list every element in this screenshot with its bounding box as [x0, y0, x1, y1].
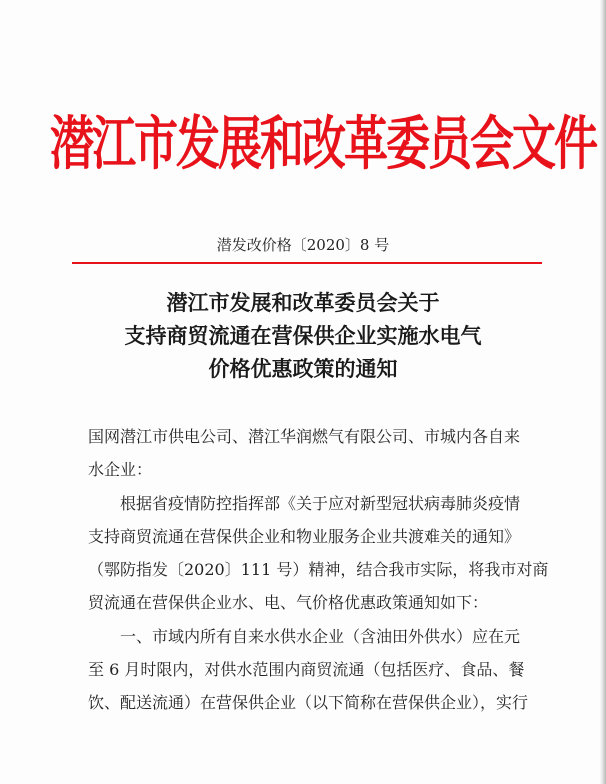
red-divider-line	[72, 262, 542, 264]
body-line-paragraph-1: 根据省疫情防控指挥部《关于应对新型冠状病毒肺炎疫情	[120, 493, 521, 513]
body-line: 贸流通在营保供企业水、电、气价格优惠政策通知如下：	[88, 593, 489, 613]
notice-title-line-3: 价格优惠政策的通知	[208, 357, 398, 381]
notice-title-line-1: 潜江市发展和改革委员会关于	[166, 291, 440, 315]
body-line-addressee: 国网潜江市供电公司、潜江华润燃气有限公司、市城内各自来	[88, 427, 521, 446]
document-number: 潜发改价格〔2020〕8 号	[216, 236, 390, 254]
body-line: （鄂防指发〔2020〕111 号）精神，结合我市实际，将我市对商	[88, 560, 549, 580]
body-line-addressee-end: 水企业：	[88, 460, 153, 480]
body-line: 至 6 月时限内，对供水范围内商贸流通（包括医疗、食品、餐	[88, 660, 525, 680]
notice-title	[0, 287, 606, 386]
page-edge-shadow	[600, 0, 606, 784]
document-header-title: 潜江市发展和改革委员会文件	[50, 110, 596, 178]
body-line-item-1: 一、市域内所有自来水供水企业（含油田外供水）应在元	[120, 626, 521, 646]
body-line: 饮、配送流通）在营保供企业（以下简称在营保供企业），实行	[88, 693, 529, 713]
document-body	[88, 420, 549, 720]
body-line: 支持商贸流通在营保供企业和物业服务企业共渡难关的通知》	[88, 526, 521, 546]
notice-title-line-2: 支持商贸流通在营保供企业实施水电气	[124, 324, 482, 348]
